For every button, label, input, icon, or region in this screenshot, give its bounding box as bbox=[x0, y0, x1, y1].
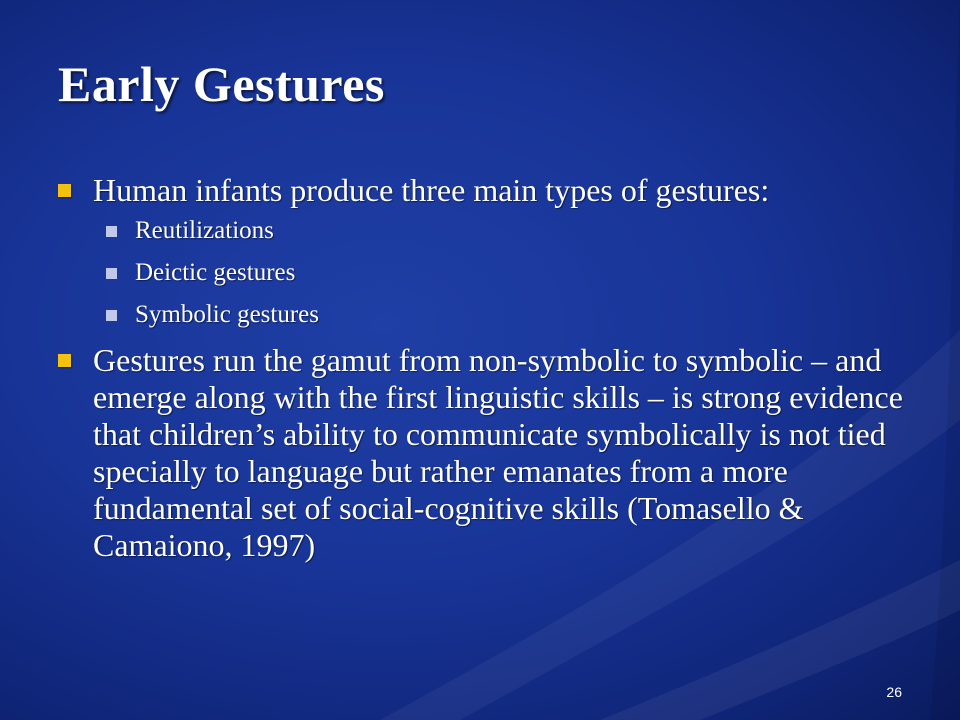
slide-body bbox=[58, 172, 918, 564]
square-bullet-icon bbox=[106, 226, 117, 237]
page-number: 26 bbox=[886, 684, 902, 700]
sub-bullet-text: Symbolic gestures bbox=[135, 301, 320, 328]
bullet-text: Gestures run the gamut from non-symbolic to symbolic – and emerge along with the first linguistic skills – is strong evidence that children’s ability to communicate symbolically is not tied specially to language but rather emanates from a more fundamental set of social-cognitive skills (Tomasello & Camaiono, 1997) bbox=[93, 342, 903, 563]
sub-bullet-list bbox=[106, 216, 918, 330]
sub-bullet-item bbox=[106, 300, 918, 330]
sub-bullet-item bbox=[106, 216, 918, 246]
sub-bullet-item bbox=[106, 258, 918, 288]
square-bullet-icon bbox=[58, 184, 71, 197]
square-bullet-icon bbox=[106, 310, 117, 321]
bullet-item bbox=[58, 342, 918, 564]
bullet-text: Human infants produce three main types of gestures: bbox=[93, 172, 770, 208]
square-bullet-icon bbox=[58, 354, 71, 367]
sub-bullet-text: Reutilizations bbox=[135, 217, 274, 244]
square-bullet-icon bbox=[106, 268, 117, 279]
slide-title: Early Gestures bbox=[58, 56, 385, 112]
sub-bullet-text: Deictic gestures bbox=[135, 259, 296, 286]
bullet-item bbox=[58, 172, 918, 209]
